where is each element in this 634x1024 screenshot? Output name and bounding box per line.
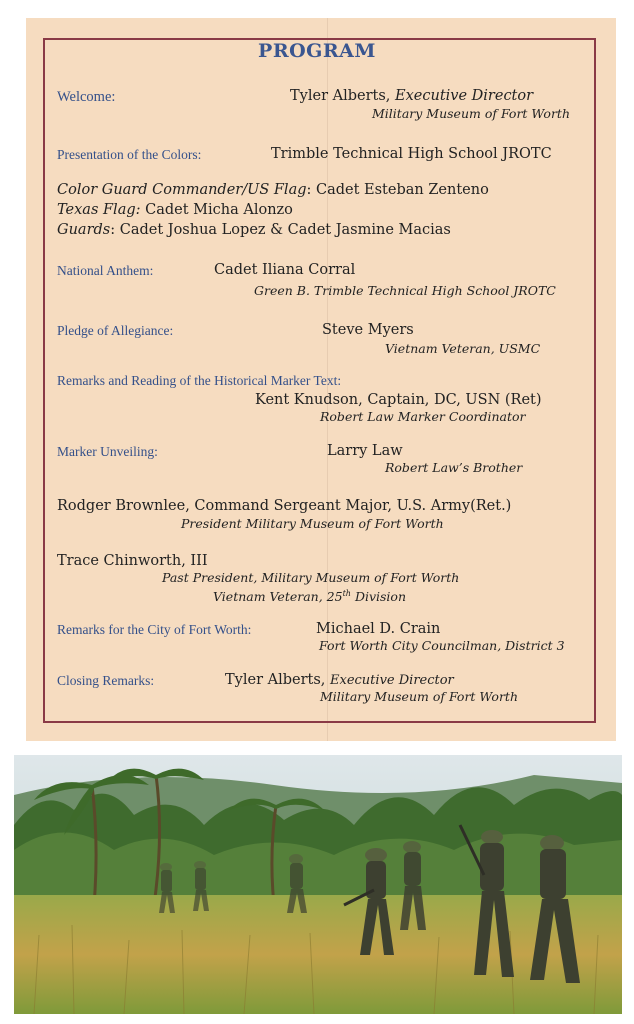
chinworth-org-2-sup: th	[342, 589, 351, 598]
chinworth-name: Trace Chinworth, III	[57, 553, 208, 569]
chinworth-org-2	[213, 590, 406, 604]
guard-name-3: : Cadet Joshua Lopez & Cadet Jasmine Macias	[110, 222, 451, 238]
guard-line-1	[57, 183, 489, 198]
welcome-org: Military Museum of Fort Worth	[372, 106, 571, 121]
welcome-label: Welcome:	[57, 89, 116, 105]
guard-line-3	[57, 223, 451, 238]
unveiling-org: Robert Law’s Brother	[385, 460, 523, 475]
city-org: Fort Worth City Councilman, District 3	[319, 638, 565, 653]
colors-name: Trimble Technical High School JROTC	[271, 146, 552, 162]
city-label: Remarks for the City of Fort Worth:	[57, 622, 252, 637]
brownlee-name: Rodger Brownlee, Command Sergeant Major, U.S. Army(Ret.)	[57, 498, 512, 514]
unveiling-label: Marker Unveiling:	[57, 444, 158, 459]
closing-label: Closing Remarks:	[57, 673, 155, 688]
remarks-org: Robert Law Marker Coordinator	[320, 409, 526, 424]
program-title: PROGRAM	[258, 40, 376, 62]
guard-role-1: Color Guard Commander/US Flag	[57, 182, 307, 198]
anthem-label: National Anthem:	[57, 263, 154, 278]
welcome-speaker	[290, 89, 533, 104]
guard-line-2	[57, 203, 293, 218]
pledge-name: Steve Myers	[322, 322, 414, 338]
closing-speaker	[225, 673, 454, 688]
closing-role: Executive Director	[330, 673, 454, 688]
chinworth-org-1: Past President, Military Museum of Fort Worth	[162, 570, 460, 585]
guard-role-2: Texas Flag:	[57, 202, 141, 218]
guard-role-3: Guards	[57, 222, 111, 238]
pledge-org: Vietnam Veteran, USMC	[385, 341, 541, 356]
unveiling-name: Larry Law	[327, 443, 403, 459]
welcome-name: Tyler Alberts,	[290, 88, 391, 104]
photo-illustration	[14, 755, 622, 1014]
brownlee-org: President Military Museum of Fort Worth	[181, 516, 444, 531]
remarks-label: Remarks and Reading of the Historical Marker Text:	[57, 373, 342, 388]
chinworth-org-2-post: Division	[350, 589, 407, 605]
closing-org: Military Museum of Fort Worth	[320, 689, 519, 704]
pledge-label: Pledge of Allegiance:	[57, 323, 174, 338]
anthem-org: Green B. Trimble Technical High School JROTC	[254, 283, 556, 298]
city-name: Michael D. Crain	[316, 621, 441, 637]
colors-label: Presentation of the Colors:	[57, 147, 202, 162]
guard-name-2: Cadet Micha Alonzo	[140, 202, 293, 218]
remarks-name: Kent Knudson, Captain, DC, USN (Ret)	[255, 392, 542, 408]
closing-name: Tyler Alberts,	[225, 672, 326, 688]
jungle-soldiers-photo	[14, 755, 622, 1014]
chinworth-org-2-pre: Vietnam Veteran, 25	[213, 589, 343, 605]
guard-name-1: : Cadet Esteban Zenteno	[306, 182, 489, 198]
anthem-name: Cadet Iliana Corral	[214, 262, 356, 278]
welcome-role: Executive Director	[395, 88, 534, 104]
